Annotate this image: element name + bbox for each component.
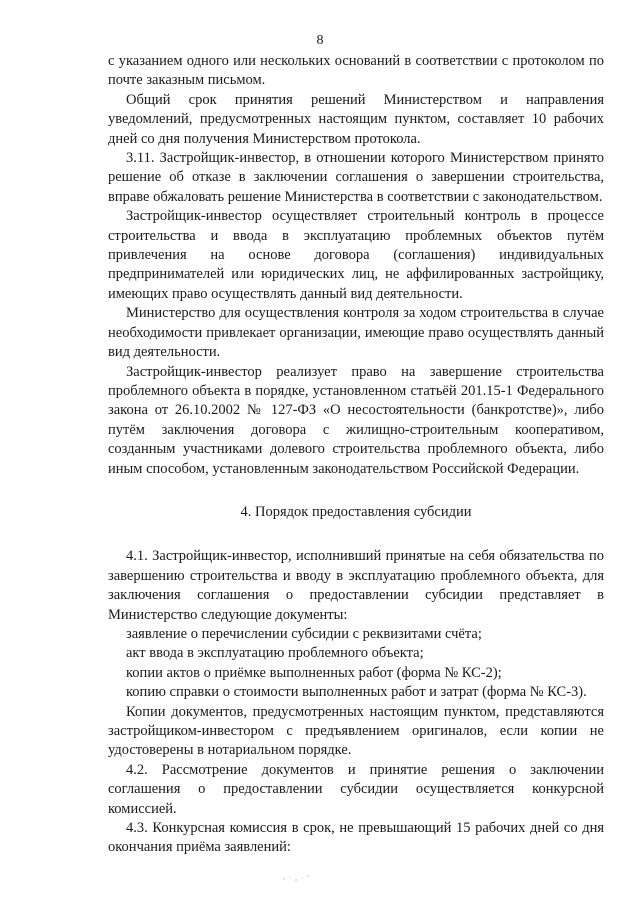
paragraph-completion-right: Застройщик-инвестор реализует право на завершение строительства проблемного объекта в порядке, установленном статьёй 201.15-1 Федерального закона от 26.10.2002 № 127-ФЗ «О несостоятельности (банкротстве)», либо путём заключения договора с жилищно-строительным кооперативом, созданным участниками долевого строительства проблемного объекта, либо иным способом, установленным законодательством Российской Федерации. (108, 363, 604, 477)
paragraph-4-2: 4.2. Рассмотрение документов и принятие решения о заключении соглашения о предоставлении субсидии осуществляется конкурсной комиссией. (108, 761, 604, 817)
list-item: копии актов о приёмке выполненных работ (форма № КС-2); (126, 664, 502, 681)
paragraph-continuation: с указанием одного или нескольких оснований в соответствии с протоколом по почте заказным письмом. (108, 53, 604, 89)
paragraph-copies: Копии документов, предусмотренных настоящим пунктом, представляются застройщиком-инвестором с предъявлением оригиналов, если копии не удостоверены в нотариальном порядке. (108, 703, 604, 759)
list-item: копию справки о стоимости выполненных работ и затрат (форма № КС-3). (126, 684, 587, 701)
page-number: 8 (316, 33, 324, 48)
document-body (108, 52, 604, 858)
scan-specks (282, 873, 312, 883)
paragraph-4-3: 4.3. Конкурсная комиссия в срок, не превышающий 15 рабочих дней со дня окончания приёма заявлений: (108, 820, 604, 856)
list-item: акт ввода в эксплуатацию проблемного объекта; (126, 645, 424, 662)
section-title: 4. Порядок предоставления субсидии (240, 503, 472, 520)
paragraph-construction-control: Застройщик-инвестор осуществляет строительный контроль в процессе строительства и ввода в эксплуатацию проблемных объектов путём привлечения на основе договора (соглашения) индивидуальных предпринимателей или юридических лиц, не аффилированных застройщику, имеющих право осуществлять данный вид деятельности. (108, 208, 604, 302)
paragraph-decision-term: Общий срок принятия решений Министерством и направления уведомлений, предусмотренных настоящим пунктом, составляет 10 рабочих дней со дня получения Министерством протокола. (108, 91, 604, 147)
paragraph-3-11: 3.11. Застройщик-инвестор, в отношении которого Министерством принято решение об отказе в заключении соглашения о завершении строительства, вправе обжаловать решение Министерства в соответствии с законодательством. (108, 150, 604, 205)
paragraph-4-1: 4.1. Застройщик-инвестор, исполнивший принятые на себя обязательства по завершению строительства и вводу в эксплуатацию проблемного объекта, для заключения соглашения о предоставлении субсидии представляет в Министерство следующие документы: (108, 548, 604, 623)
list-item: заявление о перечислении субсидии с реквизитами счёта; (126, 625, 482, 642)
paragraph-ministry-control: Министерство для осуществления контроля за ходом строительства в случае необходимости привлекает организации, имеющие право осуществлять данный вид деятельности. (108, 305, 604, 361)
